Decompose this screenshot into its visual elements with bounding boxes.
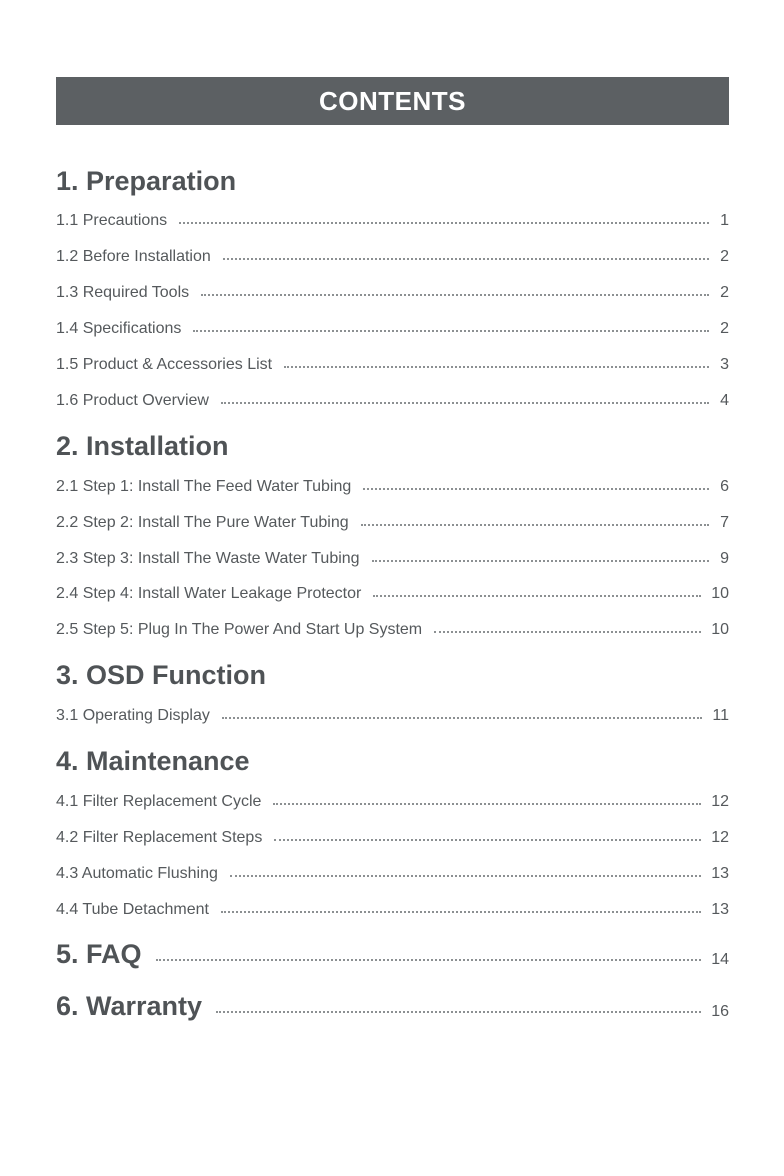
toc-entry-label: 2.1 Step 1: Install The Feed Water Tubing: [56, 478, 352, 495]
dot-leader: [274, 839, 701, 841]
toc-entry-label: 2.4 Step 4: Install Water Leakage Protector: [56, 585, 362, 602]
toc-entry-label: 1.6 Product Overview: [56, 392, 209, 409]
dot-leader: [361, 524, 709, 526]
dot-leader: [216, 1011, 701, 1013]
toc-entry-product-accessories[interactable]: [56, 352, 729, 374]
toc-entry-step-4[interactable]: [56, 581, 729, 603]
toc-page-number: 12: [711, 829, 729, 846]
toc-entry-label: 3.1 Operating Display: [56, 707, 210, 724]
toc-entry-label: 1.1 Precautions: [56, 212, 168, 229]
toc-entry-label: 1.2 Before Installation: [56, 248, 211, 265]
toc-entry-step-3[interactable]: [56, 546, 729, 568]
dot-leader: [273, 803, 701, 805]
toc-entry-label: 4.4 Tube Detachment: [56, 901, 209, 918]
toc-page-number: 10: [711, 621, 729, 638]
section-title-maintenance: 4. Maintenance: [56, 746, 250, 776]
toc-page-number: 13: [711, 901, 729, 918]
toc-page-number: 3: [720, 356, 729, 373]
dot-leader: [179, 222, 709, 224]
toc-entry-step-5[interactable]: [56, 617, 729, 639]
section-title-warranty: 6. Warranty: [56, 991, 203, 1021]
toc-page-number: 9: [720, 550, 729, 567]
toc-entry-label: 4.1 Filter Replacement Cycle: [56, 793, 262, 810]
toc-entry-specifications[interactable]: [56, 316, 729, 338]
toc-page-number: 16: [711, 1003, 729, 1020]
toc-entry-label: 2.5 Step 5: Plug In The Power And Start Up System: [56, 621, 423, 638]
toc-page-number: 12: [711, 793, 729, 810]
toc-entry-precautions[interactable]: [56, 208, 729, 230]
toc-entry-filter-replacement-steps[interactable]: [56, 825, 729, 847]
toc-page-number: 11: [712, 707, 729, 724]
dot-leader: [156, 959, 702, 961]
toc-entry-faq[interactable]: [56, 938, 729, 970]
toc-page-number: 2: [720, 248, 729, 265]
dot-leader: [222, 717, 703, 719]
toc-entry-label: 4.3 Automatic Flushing: [56, 865, 218, 882]
dot-leader: [221, 402, 709, 404]
section-title-installation: 2. Installation: [56, 431, 229, 461]
dot-leader: [201, 294, 709, 296]
toc-page-number: 13: [711, 865, 729, 882]
toc-entry-label: 1.5 Product & Accessories List: [56, 356, 273, 373]
toc-page-number: 2: [720, 320, 729, 337]
section-title-preparation: 1. Preparation: [56, 166, 237, 196]
toc-page-number: 4: [720, 392, 729, 409]
toc-entry-operating-display[interactable]: [56, 703, 729, 725]
toc-entry-filter-replacement-cycle[interactable]: [56, 789, 729, 811]
toc-entry-product-overview[interactable]: [56, 388, 729, 410]
toc-page-number: 10: [711, 585, 729, 602]
toc-entry-warranty[interactable]: [56, 990, 729, 1022]
section-title-faq: 5. FAQ: [56, 939, 142, 969]
toc-entry-before-installation[interactable]: [56, 244, 729, 266]
toc-page-number: 1: [720, 212, 729, 229]
toc-entry-tube-detachment[interactable]: [56, 897, 729, 919]
section-title-osd-function: 3. OSD Function: [56, 660, 267, 690]
dot-leader: [284, 366, 709, 368]
toc-entry-step-1[interactable]: [56, 474, 729, 496]
page-title: CONTENTS: [319, 85, 466, 116]
dot-leader: [223, 258, 709, 260]
toc-page-number: 2: [720, 284, 729, 301]
toc-page-number: 14: [711, 951, 729, 968]
toc-page-number: 7: [720, 514, 729, 531]
dot-leader: [434, 631, 701, 633]
dot-leader: [221, 911, 701, 913]
toc-entry-label: 1.4 Specifications: [56, 320, 182, 337]
toc-page-number: 6: [720, 478, 729, 495]
toc-entry-label: 2.3 Step 3: Install The Waste Water Tubing: [56, 550, 360, 567]
toc-entry-required-tools[interactable]: [56, 280, 729, 302]
toc-entry-automatic-flushing[interactable]: [56, 861, 729, 883]
dot-leader: [193, 330, 709, 332]
toc-entry-label: 2.2 Step 2: Install The Pure Water Tubing: [56, 514, 349, 531]
dot-leader: [373, 595, 701, 597]
toc-entry-label: 1.3 Required Tools: [56, 284, 190, 301]
toc-entry-label: 4.2 Filter Replacement Steps: [56, 829, 263, 846]
dot-leader: [363, 488, 709, 490]
dot-leader: [230, 875, 701, 877]
toc-entry-step-2[interactable]: [56, 510, 729, 532]
contents-banner: [56, 77, 729, 125]
dot-leader: [372, 560, 709, 562]
